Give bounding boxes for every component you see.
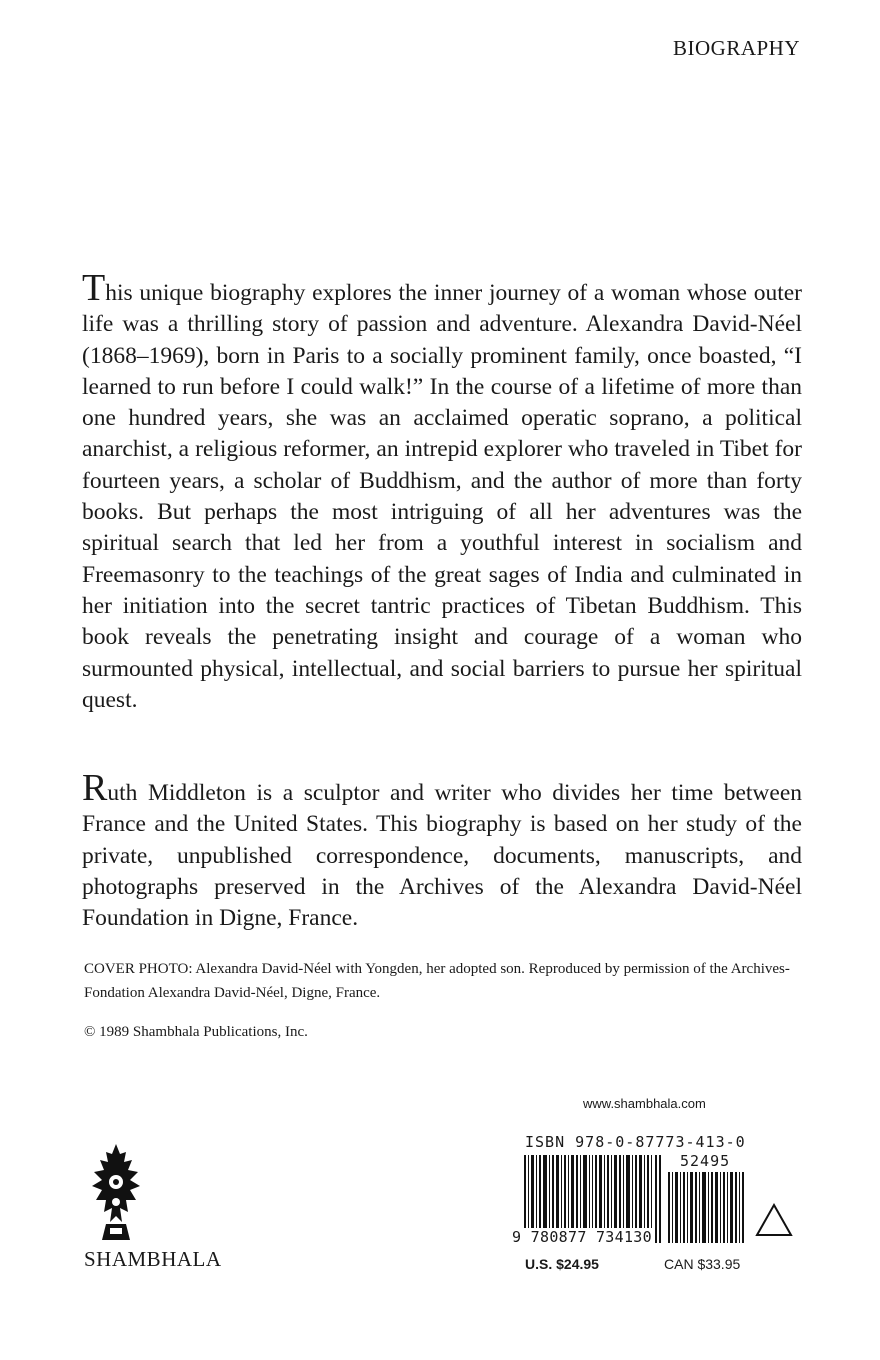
book-description: This unique biography explores the inner journey of a woman whose outer life was a thrilling story of passion and adventure. Alexandra David-Néel (1868–1969), born in Paris to a socially prominent family, once boasted, “I learned to run before I could walk!” In the course of a lifetime of more than one hundred years, she was an acclaimed operatic soprano, a political anarchist, a religious reformer, an intrepid explorer who traveled in Tibet for fourteen years, a scholar of Buddhism, and the author of more than forty books. But perhaps the most intriguing of all her adventures was the spiritual search that led her from a youthful interest in socialism and Freemasonry to the teachings of the great sages of India and culminated in her initiation into the secret tantric practices of Tibetan Buddhism. This book reveals the penetrating insight and courage of a woman who surmounted physical, intellectual, and social barriers to pursue her spiritual quest. xyxy=(82,267,802,713)
cover-photo-credit: COVER PHOTO: Alexandra David-Néel with Yongden, her adopted son. Reproduced by permission of the Archives-Fondation Alexandra David-Néel, Digne, France. xyxy=(84,961,790,1001)
ean-digits: 9 780877 734130 xyxy=(512,1228,652,1246)
copyright-notice: © 1989 Shambhala Publications, Inc. xyxy=(84,1024,308,1040)
triangle-outline-icon xyxy=(754,1202,794,1238)
price-addon-digits: 52495 xyxy=(680,1152,731,1170)
isbn-label: ISBN 978-0-87773-413-0 xyxy=(525,1133,746,1151)
can-price: CAN $33.95 xyxy=(664,1256,741,1272)
category-label: BIOGRAPHY xyxy=(672,36,800,60)
price-addon-barcode xyxy=(668,1172,744,1243)
us-price: U.S. $24.95 xyxy=(525,1256,599,1272)
shambhala-dragon-logo-icon xyxy=(84,1142,148,1247)
author-bio: Ruth Middleton is a sculptor and writer who divides her time between France and the United States. This biography is based on her study of the private, unpublished correspondence, documents, manuscripts, and photographs preserved in the Archives of the Alexandra David-Néel Foundation in Digne, France. xyxy=(82,767,802,932)
publisher-website[interactable]: www.shambhala.com xyxy=(583,1096,706,1111)
publisher-name: SHAMBHALA xyxy=(84,1247,222,1271)
